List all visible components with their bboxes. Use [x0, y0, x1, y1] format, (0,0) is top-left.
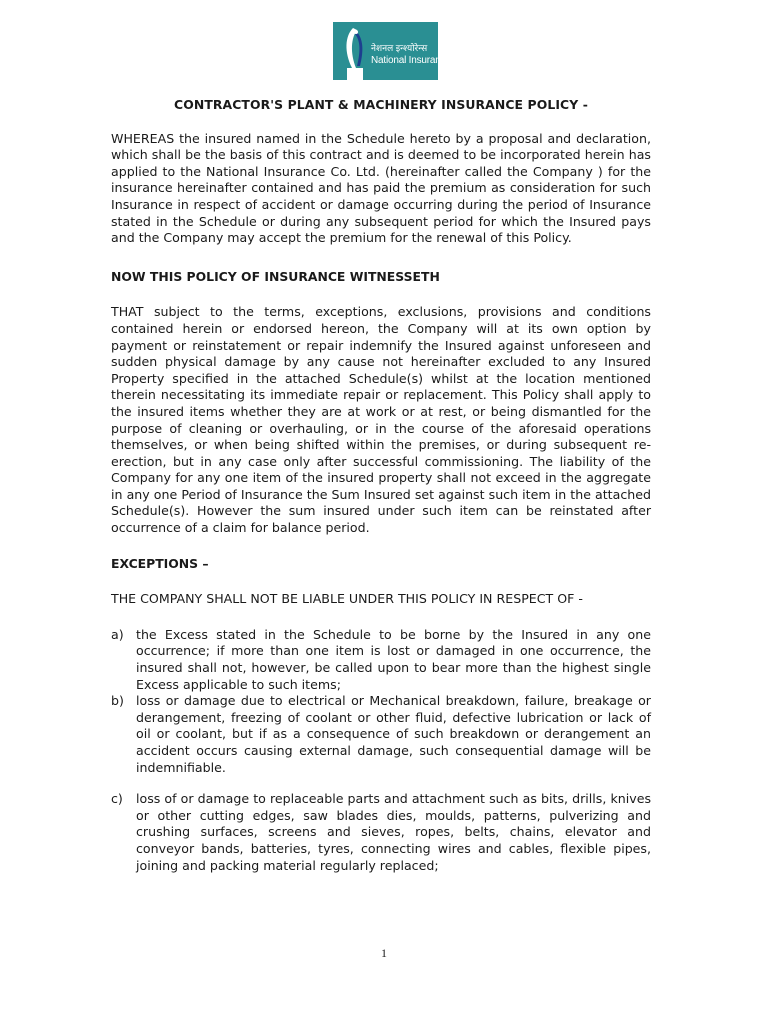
exception-text: loss of or damage to replaceable parts and attachment such as bits, drills, knives or other cutting edges, saw blades dies, moulds, patterns, pulverizing and crushing surfaces, screens and sieves, ropes, belts, chains, elevator and conveyor bands, batteries, tyres, connecting wires and cables, flexible pipes, joining and packing material regularly replaced; — [136, 791, 651, 873]
exception-text: the Excess stated in the Schedule to be borne by the Insured in any one occurrence; if more than one item is lost or damaged in one occurrence, the insured shall not, however, be called upon to bear more than the highest single Excess applicable to such items; — [136, 626, 651, 692]
exception-label: b) — [111, 693, 124, 709]
exception-item-a — [111, 627, 651, 693]
national-insurance-logo — [333, 22, 451, 80]
witnesseth-heading: NOW THIS POLICY OF INSURANCE WITNESSETH — [111, 268, 440, 284]
exception-text: loss or damage due to electrical or Mechanical breakdown, failure, breakage or derangement, freezing of coolant or other fluid, defective lubrication or lack of oil or coolant, but if as a consequence of such breakdown or derangement an accident occurs causing external damage, such consequential damage will be indemnifiable. — [136, 693, 651, 775]
exception-item-c — [111, 791, 651, 874]
not-liable-line: THE COMPANY SHALL NOT BE LIABLE UNDER THIS POLICY IN RESPECT OF - — [111, 591, 583, 607]
exception-label: a) — [111, 626, 124, 642]
that-paragraph: THAT subject to the terms, exceptions, exclusions, provisions and conditions contained herein or endorsed hereon, the Company will at its own option by payment or reinstatement or repair indemnify the Insured against unforeseen and sudden physical damage by any cause not hereinafter excluded to any Insured Property specified in the attached Schedule(s) whilst at the location mentioned therein necessitating its immediate repair or replacement. This Policy shall apply to the insured items whether they are at work or at rest, or being dismantled for the purpose of cleaning or overhauling, or in the course of the aforesaid operations themselves, or when being shifted within the premises, or during subsequent re-erection, but in any case only after successful commissioning. The liability of the Company for any one item of the insured property shall not exceed in the aggregate in any one Period of Insurance the Sum Insured set against such item in the attached Schedule(s). However the sum insured under such item can be reinstated after occurrence of a claim for balance period. — [111, 304, 651, 536]
policy-title: CONTRACTOR'S PLANT & MACHINERY INSURANCE POLICY - — [174, 97, 588, 112]
exception-item-b — [111, 693, 651, 776]
logo-hindi-text: नेशनल इन्श्योरेन्स — [371, 43, 428, 53]
logo-english-text: National Insurance — [371, 55, 451, 66]
page-number: 1 — [381, 946, 387, 960]
exception-label: c) — [111, 791, 123, 807]
exceptions-heading: EXCEPTIONS – — [111, 555, 209, 571]
policy-content — [111, 97, 651, 874]
whereas-paragraph: WHEREAS the insured named in the Schedule hereto by a proposal and declaration, which shall be the basis of this contract and is deemed to be incorporated herein has applied to the National Insurance Co. Ltd. (hereinafter called the Company ) for the insurance hereinafter contained and has paid the premium as consideration for such Insurance in respect of accident or damage occurring during the period of Insurance stated in the Schedule or during any subsequent period for which the Insured pays and the Company may accept the premium for the renewal of this Policy. — [111, 130, 651, 246]
